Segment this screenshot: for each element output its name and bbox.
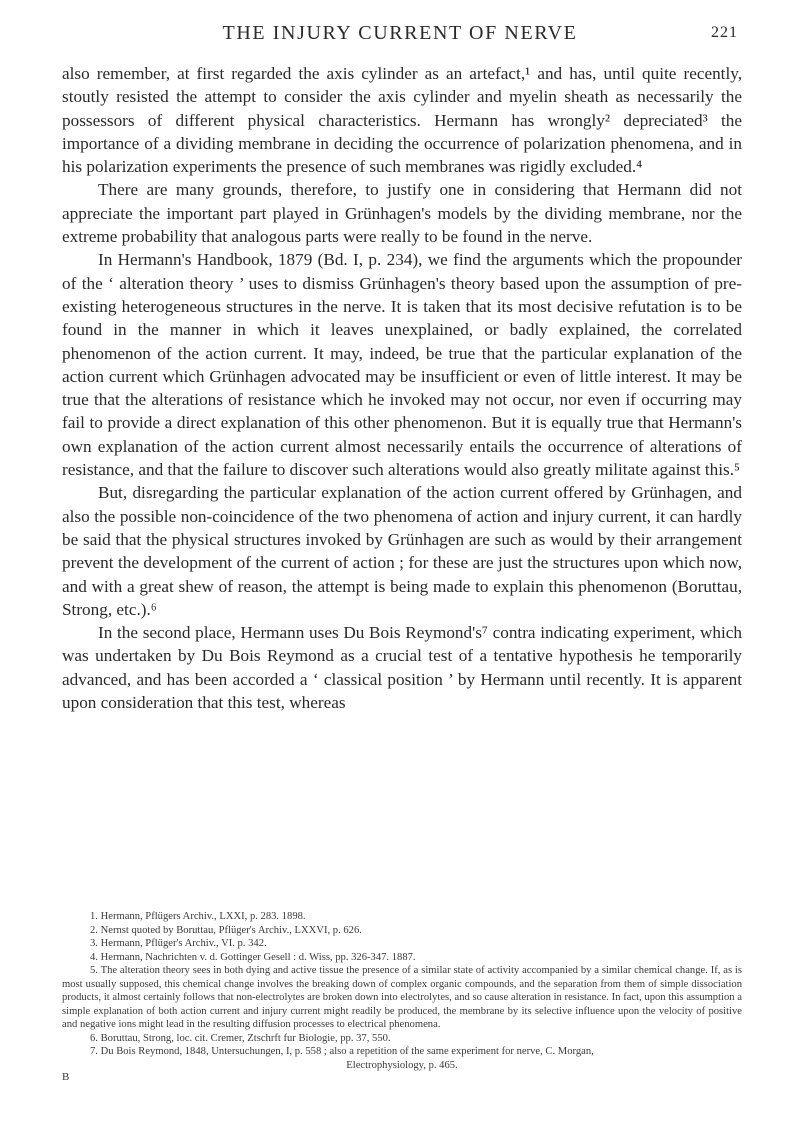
footnote: 2. Nernst quoted by Boruttau, Pflüger's Archiv., LXXVI, p. 626. [90, 924, 362, 936]
paragraph: also remember, at first regarded the axis cylinder as an artefact,¹ and has, until quite recently, stoutly resisted the attempt to consider the axis cylinder and myelin sheath as necessarily the possessors of different physical characteristics. Hermann has wrongly² depreciated³ the importance of a dividing membrane in deciding the occurrence of polarization phenomena, and in his polarization experiments the presence of such membranes was rigidly excluded.⁴ [62, 64, 742, 177]
page-number: 221 [711, 24, 738, 41]
paragraph: In the second place, Hermann uses Du Bois Reymond's⁷ contra indicating experiment, which was undertaken by Du Bois Reymond as a crucial test of a tentative hypothesis he temporarily advanced, and has been accorded a ‘ classical position ’ by Hermann until recently. It is apparent upon consideration that this test, whereas [62, 623, 742, 713]
paragraph: In Hermann's Handbook, 1879 (Bd. I, p. 234), we find the arguments which the propounder of the ‘ alteration theory ’ uses to dismiss Grünhagen's theory based upon the assumption of pre-existing heterogeneous structures in the nerve. It is taken that its most decisive refutation is to be found in the manner in which it leaves unexplained, or badly explained, the correlated phenomenon of the action current. It may, indeed, be true that the particular explanation of the action current which Grünhagen advocated may be insufficient or even of little interest. It may be true that the alterations of resistance which he invoked may not occur, nor even if occurring may fail to provide a direct explanation of this other phenomenon. But it is equally true that Hermann's own explanation of the action current almost necessarily entails the occurrence of alterations of resistance, and that the failure to discover such alterations would also greatly militate against this.⁵ [62, 250, 742, 480]
page-header [0, 22, 800, 52]
signature-mark: B [62, 1071, 70, 1083]
running-head: THE INJURY CURRENT OF NERVE [222, 22, 578, 44]
footnotes [62, 910, 742, 1072]
footnote: 3. Hermann, Pflüger's Archiv., VI. p. 342. [90, 938, 267, 949]
paragraph: But, disregarding the particular explanation of the action current offered by Grünhagen, and also the possible non-coincidence of the two phenomena of action and injury current, it can hardly be said that the physical structures invoked by Grünhagen are such as would by their arrangement prevent the development of the current of action ; for these are just the structures upon which now, and with a great shew of reason, the attempt is being made to explain this phenomenon (Boruttau, Strong, etc.).⁶ [62, 483, 742, 619]
footnote: 4. Hermann, Nachrichten v. d. Gottinger Gesell : d. Wiss, pp. 326-347. 1887. [90, 951, 416, 963]
body-text [62, 62, 742, 714]
footnote-continuation: Electrophysiology, p. 465. [346, 1059, 458, 1071]
footnote: 5. The alteration theory sees in both dying and active tissue the presence of a similar state of activity accompanied by a similar chemical change. If, as is most usually supposed, this chemical change involves the breaking down of complex organic compounds, and the separation from them of simple dissociation products, it almost certainly follows that non-electrolytes are broken down into electrolytes, and so cause alteration in resistance. In fact, upon this assumption a simple explanation of both action current and injury current might readily be produced, the membrane by its selective influence upon the velocity of positive and negative ions might lead in the resulting diffusion processes to electrical phenomena. [62, 965, 742, 1030]
footnote: 6. Boruttau, Strong, loc. cit. Cremer, Ztschrft fur Biologie, pp. 37, 550. [90, 1032, 391, 1044]
paragraph: There are many grounds, therefore, to justify one in considering that Hermann did not appreciate the important part played in Grünhagen's models by the dividing membrane, nor the extreme probability that analogous parts were really to be found in the nerve. [62, 180, 742, 247]
footnote: 7. Du Bois Reymond, 1848, Untersuchungen, I, p. 558 ; also a repetition of the same experiment for nerve, C. Morgan, [90, 1046, 594, 1057]
footnote: 1. Hermann, Pflügers Archiv., LXXI, p. 283. 1898. [90, 911, 306, 922]
